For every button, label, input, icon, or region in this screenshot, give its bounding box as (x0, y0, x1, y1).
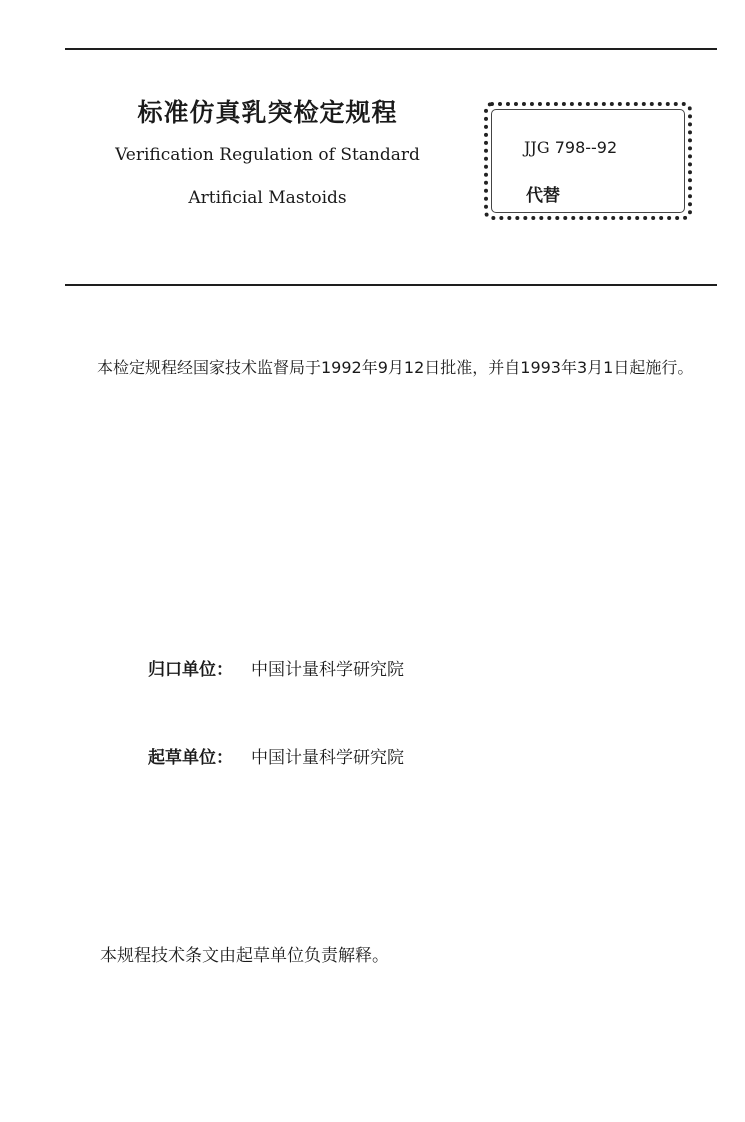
interpretation-note: 本规程技术条文由起草单位负责解释。 (100, 946, 389, 966)
approval-statement: 本检定规程经国家技术监督局于1992年9月12日批准，并自1993年3月1日起施行。 (97, 358, 694, 377)
document-title-cn: 标准仿真乳突检定规程 (137, 98, 398, 127)
regulation-code (524, 138, 617, 157)
replaces-label: 代替 (526, 186, 560, 206)
regulation-code-prefix: JJG (524, 138, 550, 157)
responsible-unit-row (148, 655, 404, 680)
document-title-en-line2: Artificial Mastoids (188, 188, 347, 208)
responsible-unit-value: 中国计量科学研究院 (251, 660, 404, 680)
bottom-rule (65, 284, 717, 286)
drafting-unit-row (148, 743, 404, 768)
responsible-unit-label: 归口单位： (148, 660, 233, 680)
document-title-en-line1: Verification Regulation of Standard (115, 145, 420, 165)
drafting-unit-label: 起草单位： (148, 748, 233, 768)
regulation-code-number: 798--92 (554, 138, 618, 157)
drafting-unit-value: 中国计量科学研究院 (251, 748, 404, 768)
top-rule (65, 48, 717, 50)
regulation-code-stamp (484, 102, 692, 220)
